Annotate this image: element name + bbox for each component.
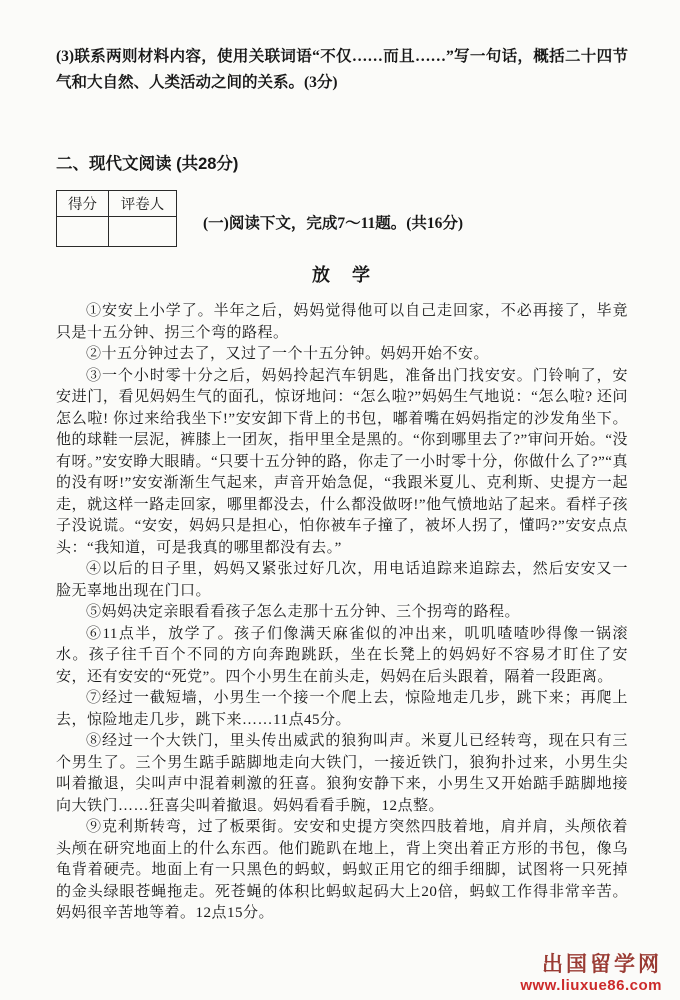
score-table-row: [56, 190, 628, 247]
site-watermark: [520, 953, 662, 994]
section-heading-modern-reading: 二、现代文阅读 (共28分): [56, 155, 239, 173]
essay-paragraph-8: ⑧经过一个大铁门，里头传出威武的狼狗叫声。米夏儿已经转弯，现在只有三个男生了。三个男生踮手踮脚地走向大铁门，一接近铁门，狼狗扑过来，小男生尖叫着撤退，尖叫声中混着刺激的狂喜。狼狗安静下来，小男生又开始踮手踮脚地接向大铁门……狂喜尖叫着撤退。妈妈看看手腕，12点整。: [56, 733, 628, 814]
score-table-header-grader: 评卷人: [109, 191, 177, 217]
essay-paragraph-5: ⑤妈妈决定亲眼看看孩子怎么走那十五分钟、三个拐弯的路程。: [86, 604, 521, 620]
essay-paragraph-6: ⑥11点半，放学了。孩子们像满天麻雀似的冲出来，叽叽喳喳吵得像一锅滚水。孩子往千百个不同的方向奔跑跳跃，坐在长凳上的妈妈好不容易才盯住了安安，还有安安的“死党”。四个小男生在前头走，妈妈在后头跟着，隔着一段距离。: [56, 625, 628, 685]
essay-paragraph-9: ⑨克利斯转弯，过了板栗街。安安和史提方突然四肢着地，肩并肩，头颅依着头颅在研究地面上的什么东西。他们跪趴在地上，背上突出着正方形的书包，像乌龟背着硬壳。地面上有一只黑色的蚂蚁，蚂蚁正用它的细手细脚，试图将一只死掉的金头绿眼苍蝇拖走。死苍蝇的体积比蚂蚁起码大上20倍，蚂蚁工作得非常辛苦。妈妈很辛苦地等着。12点15分。: [56, 819, 628, 921]
grader-cell-blank: [109, 217, 177, 247]
essay-paragraph-2: ②十五分钟过去了，又过了一个十五分钟。妈妈开始不安。: [86, 346, 490, 362]
reading-section-instruction: (一)阅读下文，完成7～11题。(共16分): [203, 214, 464, 232]
score-cell-blank: [57, 217, 109, 247]
site-url-link[interactable]: www.liuxue86.com: [520, 976, 662, 994]
essay-paragraph-7: ⑦经过一截短墙，小男生一个接一个爬上去，惊险地走几步，跳下来；再爬上去，惊险地走几步，跳下来……11点45分。: [56, 690, 628, 728]
score-table-header-score: 得分: [57, 191, 109, 217]
essay-title: 放 学: [312, 265, 372, 285]
site-name-text: 出国留学网: [542, 952, 662, 976]
essay-paragraph-4: ④以后的日子里，妈妈又紧张过好几次，用电话追踪来追踪去，然后安安又一脸无辜地出现在门口。: [56, 561, 628, 599]
essay-paragraph-1: ①安安上小学了。半年之后，妈妈觉得他可以自己走回家，不必再接了，毕竟只是十五分钟、拐三个弯的路程。: [56, 303, 628, 341]
essay-paragraph-3: ③一个小时零十分之后，妈妈拎起汽车钥匙，准备出门找安安。门铃响了，安安进门，看见妈妈生气的面孔，惊讶地问：“怎么啦?”妈妈生气地说：“怎么啦? 还问怎么啦! 你过来给我坐下!”安安卸下背上的书包，嘟着嘴在妈妈指定的沙发角坐下。他的球鞋一层泥，裤膝上一团灰，指甲里全是黑的。“你到哪里去了?”审问开始。“没有呀。”安安睁大眼睛。“只要十五分钟的路，你走了一小时零十分，你做什么了?”“真的没有呀!”安安渐渐生气起来，声音开始急促，“我跟米夏儿、克利斯、史提方一起走，就这样一路走回家，哪里都没去，什么都没做呀!”他气愤地站了起来。看样子孩子没说谎。“安安，妈妈只是担心，怕你被车子撞了，被坏人拐了，懂吗?”安安点点头：“我知道，可是我真的哪里都没有去。”: [56, 367, 628, 556]
score-table: [56, 190, 177, 247]
question-3-text: (3)联系两则材料内容，使用关联词语“不仅……而且……”写一句话，概括二十四节气和大自然、人类活动之间的关系。(3分): [56, 48, 628, 91]
